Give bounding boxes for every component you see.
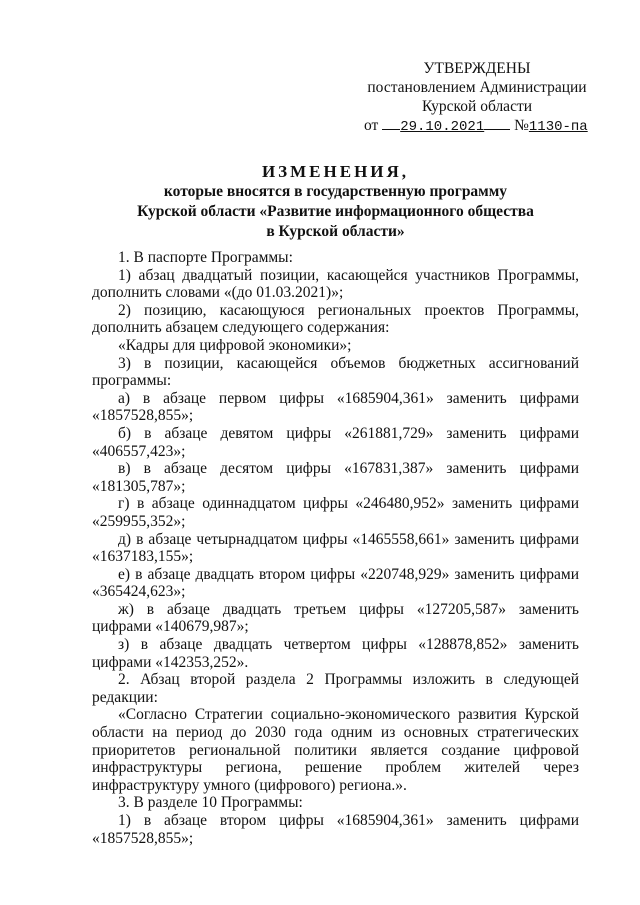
paragraph: е) в абзаце двадцать втором цифры «220748,929» заменить цифрами «365424,623»;	[92, 565, 579, 601]
paragraph: 1) в абзаце втором цифры «1685904,361» заменить цифрами «1857528,855»;	[92, 812, 579, 847]
approval-stamp	[362, 59, 592, 137]
number-label: №	[514, 117, 529, 134]
heading-line-3: в Курской области»	[266, 223, 405, 240]
paragraph: 1) абзац двадцатый позиции, касающейся участников Программы, дополнить словами «(до 01.03.2021)»;	[92, 266, 579, 302]
approval-date-line	[362, 116, 592, 137]
approval-title: УТВЕРЖДЕНЫ	[423, 60, 531, 77]
paragraph: «Кадры для цифровой экономики»;	[118, 336, 352, 354]
page-title: ИЗМЕНЕНИЯ,	[261, 162, 410, 181]
heading-line-1: которые вносятся в государственную программу	[163, 183, 508, 200]
paragraph: з) в абзаце двадцать четвертом цифры «128878,852» заменить цифрами «142353,252».	[92, 636, 579, 671]
heading-line-2: Курской области «Развитие информационного общества	[137, 203, 534, 220]
paragraph: в) в абзаце десятом цифры «167831,387» заменить цифрами «181305,787»;	[92, 460, 579, 495]
approval-line-2: Курской области	[421, 98, 533, 115]
approval-line-1: постановлением Администрации	[367, 79, 587, 96]
paragraph: «Согласно Стратегии социально-экономического развития Курской области на период до 2030 года одним из основных стратегических приоритетов региональной политики является создание цифровой инфраструктуры региона, решение проблем жителей через инфраструктуру умного (цифрового) региона.».	[92, 706, 579, 794]
approval-number: 1130-па	[528, 119, 588, 135]
paragraph: 3) в позиции, касающейся объемов бюджетных ассигнований программы:	[92, 354, 579, 390]
paragraph: 1. В паспорте Программы:	[118, 249, 293, 266]
paragraph: 3. В разделе 10 Программы:	[118, 794, 303, 812]
from-label: от	[364, 117, 379, 134]
paragraph: ж) в абзаце двадцать третьем цифры «127205,587» заменить цифрами «140679,987»;	[92, 600, 579, 636]
paragraph: 2. Абзац второй раздела 2 Программы изложить в следующей редакции:	[92, 671, 579, 706]
paragraph: 2) позицию, касающуюся региональных проектов Программы, дополнить абзацем следующего содержания:	[92, 301, 579, 337]
paragraph: б) в абзаце девятом цифры «261881,729» заменить цифрами «406557,423»;	[92, 424, 579, 460]
document-body	[92, 249, 579, 847]
document-heading	[92, 162, 579, 242]
paragraph: а) в абзаце первом цифры «1685904,361» заменить цифрами «1857528,855»;	[92, 389, 579, 425]
paragraph: д) в абзаце четырнадцатом цифры «1465558,661» заменить цифрами «1637183,155»;	[92, 530, 579, 566]
paragraph: г) в абзаце одиннадцатом цифры «246480,952» заменить цифрами «259955,352»;	[92, 495, 579, 530]
approval-date: 29.10.2021	[400, 119, 485, 135]
